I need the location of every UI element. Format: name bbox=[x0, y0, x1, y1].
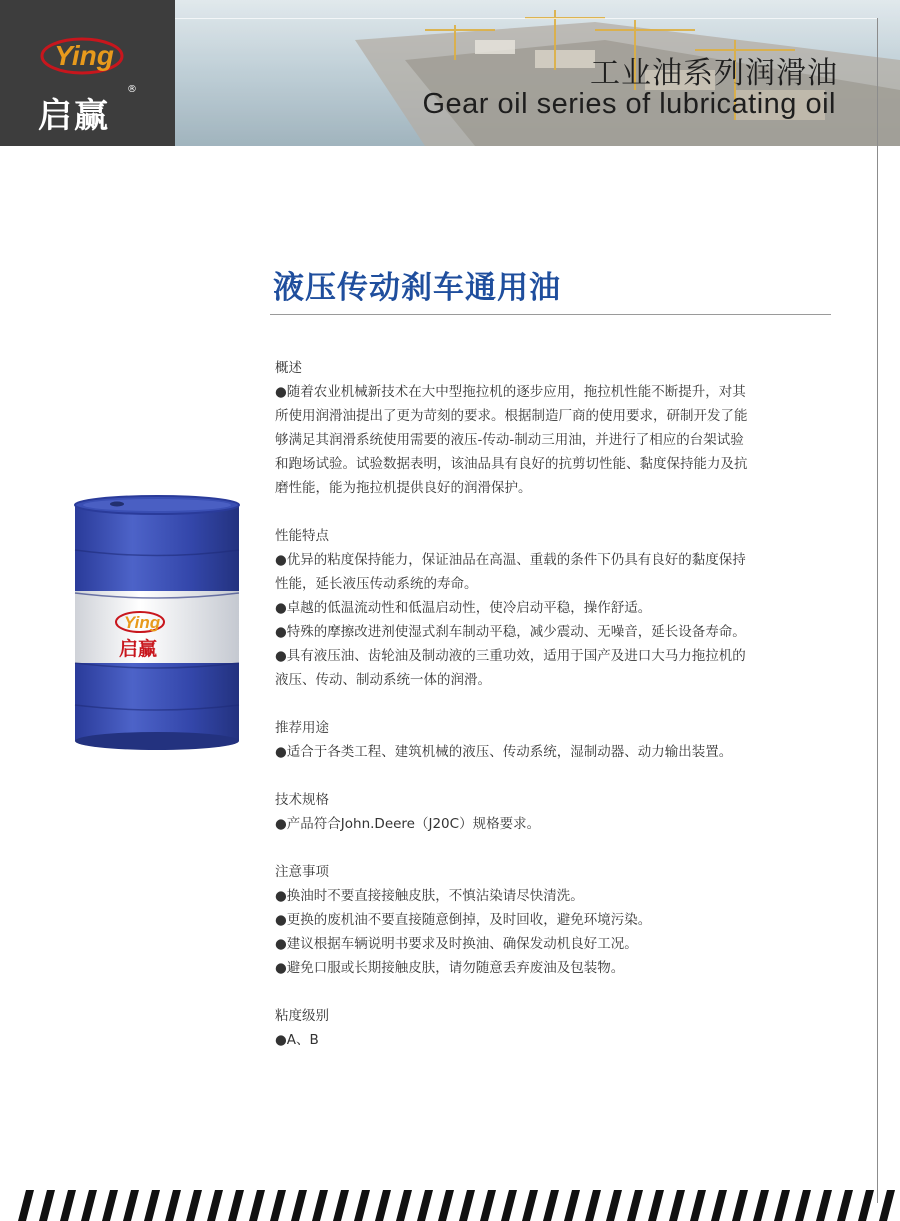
spec-line: ●产品符合John.Deere（J20C）规格要求。 bbox=[275, 816, 541, 832]
stripe bbox=[249, 1190, 265, 1221]
header-banner-photo bbox=[175, 0, 900, 146]
overview-line: 和跑场试验。试验数据表明，该油品具有良好的抗剪切性能、黏度保持能力及抗 bbox=[275, 456, 748, 472]
product-title: 液压传动刹车通用油 bbox=[273, 270, 561, 306]
grade-line: ●A、B bbox=[275, 1032, 319, 1048]
feature-line: ●卓越的低温流动性和低温启动性，使冷启动平稳，操作舒适。 bbox=[275, 600, 652, 616]
section-notes bbox=[275, 860, 815, 980]
stripe bbox=[732, 1190, 748, 1221]
stripe bbox=[186, 1190, 202, 1221]
section-usage bbox=[275, 716, 815, 764]
stripe bbox=[459, 1190, 475, 1221]
section-heading: 粘度级别 bbox=[275, 1008, 329, 1024]
header-title-cn: 工业油系列润滑油 bbox=[590, 56, 838, 91]
stripe bbox=[585, 1190, 601, 1221]
stripe bbox=[648, 1190, 664, 1221]
note-line: ●更换的废机油不要直接随意倒掉，及时回收，避免环境污染。 bbox=[275, 912, 652, 928]
section-heading: 概述 bbox=[275, 360, 302, 376]
stripe bbox=[144, 1190, 160, 1221]
header-title-en: Gear oil series of lubricating oil bbox=[422, 88, 836, 120]
stripe bbox=[480, 1190, 496, 1221]
stripe bbox=[102, 1190, 118, 1221]
bottom-stripe-border bbox=[0, 1190, 900, 1221]
stripe bbox=[816, 1190, 832, 1221]
stripe bbox=[81, 1190, 97, 1221]
stripe bbox=[564, 1190, 580, 1221]
svg-text:启赢: 启赢 bbox=[118, 638, 158, 660]
stripe bbox=[753, 1190, 769, 1221]
stripe bbox=[39, 1190, 55, 1221]
stripe bbox=[669, 1190, 685, 1221]
stripe bbox=[606, 1190, 622, 1221]
note-line: ●避免口服或长期接触皮肤，请勿随意丢弃废油及包装物。 bbox=[275, 960, 625, 976]
section-heading: 注意事项 bbox=[275, 864, 329, 880]
feature-line: 液压、传动、制动系统一体的润滑。 bbox=[275, 672, 491, 688]
note-line: ●建议根据车辆说明书要求及时换油、确保发动机良好工况。 bbox=[275, 936, 638, 952]
stripe bbox=[543, 1190, 559, 1221]
section-spec bbox=[275, 788, 815, 836]
section-overview bbox=[275, 356, 815, 500]
stripe bbox=[207, 1190, 223, 1221]
feature-line: ●优异的粘度保持能力，保证油品在高温、重载的条件下仍具有良好的黏度保持 bbox=[275, 552, 746, 568]
stripe bbox=[123, 1190, 139, 1221]
stripe bbox=[165, 1190, 181, 1221]
overview-line: ●随着农业机械新技术在大中型拖拉机的逐步应用，拖拉机性能不断提升，对其 bbox=[275, 384, 746, 400]
stripe bbox=[627, 1190, 643, 1221]
stripe bbox=[438, 1190, 454, 1221]
usage-line: ●适合于各类工程、建筑机械的液压、传动系统，湿制动器、动力输出装置。 bbox=[275, 744, 733, 760]
right-border-line bbox=[877, 18, 878, 1203]
stripe bbox=[795, 1190, 811, 1221]
product-description bbox=[275, 356, 815, 1052]
stripe bbox=[690, 1190, 706, 1221]
section-heading: 推荐用途 bbox=[275, 720, 329, 736]
stripe bbox=[60, 1190, 76, 1221]
section-heading: 性能特点 bbox=[275, 528, 329, 544]
svg-text:Ying: Ying bbox=[54, 40, 114, 71]
overview-line: 够满足其润滑系统使用需要的液压-传动-制动三用油，并进行了相应的台架试验 bbox=[275, 432, 744, 448]
stripe bbox=[228, 1190, 244, 1221]
header-top-rule bbox=[175, 18, 878, 19]
section-grade bbox=[275, 1004, 815, 1052]
stripe bbox=[396, 1190, 412, 1221]
stripe bbox=[879, 1190, 895, 1221]
ying-logo-mark bbox=[38, 28, 128, 78]
feature-line: ●特殊的摩擦改进剂使湿式刹车制动平稳，减少震动、无噪音，延长设备寿命。 bbox=[275, 624, 746, 640]
overview-line: 磨性能，能为拖拉机提供良好的润滑保护。 bbox=[275, 480, 532, 496]
brand-logo bbox=[0, 0, 175, 146]
stripe bbox=[312, 1190, 328, 1221]
svg-text:Ying: Ying bbox=[123, 613, 161, 632]
overview-line: 所使用润滑油提出了更为苛刻的要求。根据制造厂商的使用要求，研制开发了能 bbox=[275, 408, 748, 424]
note-line: ●换油时不要直接接触皮肤，不慎沾染请尽快清洗。 bbox=[275, 888, 584, 904]
stripe bbox=[837, 1190, 853, 1221]
section-heading: 技术规格 bbox=[275, 792, 329, 808]
stripe bbox=[774, 1190, 790, 1221]
stripe bbox=[711, 1190, 727, 1221]
page-header bbox=[0, 0, 900, 146]
logo-chinese-name: 启赢 bbox=[38, 96, 110, 136]
stripe bbox=[522, 1190, 538, 1221]
stripe bbox=[291, 1190, 307, 1221]
stripe bbox=[354, 1190, 370, 1221]
title-divider bbox=[270, 314, 831, 315]
stripe bbox=[270, 1190, 286, 1221]
feature-line: 性能，延长液压传动系统的寿命。 bbox=[275, 576, 478, 592]
section-features bbox=[275, 524, 815, 692]
feature-line: ●具有液压油、齿轮油及制动液的三重功效，适用于国产及进口大马力拖拉机的 bbox=[275, 648, 746, 664]
stripe bbox=[375, 1190, 391, 1221]
oil-drum-image bbox=[72, 495, 242, 751]
stripe bbox=[501, 1190, 517, 1221]
stripe bbox=[858, 1190, 874, 1221]
stripe bbox=[333, 1190, 349, 1221]
registered-mark: ® bbox=[127, 84, 137, 95]
stripe bbox=[417, 1190, 433, 1221]
stripe bbox=[18, 1190, 34, 1221]
